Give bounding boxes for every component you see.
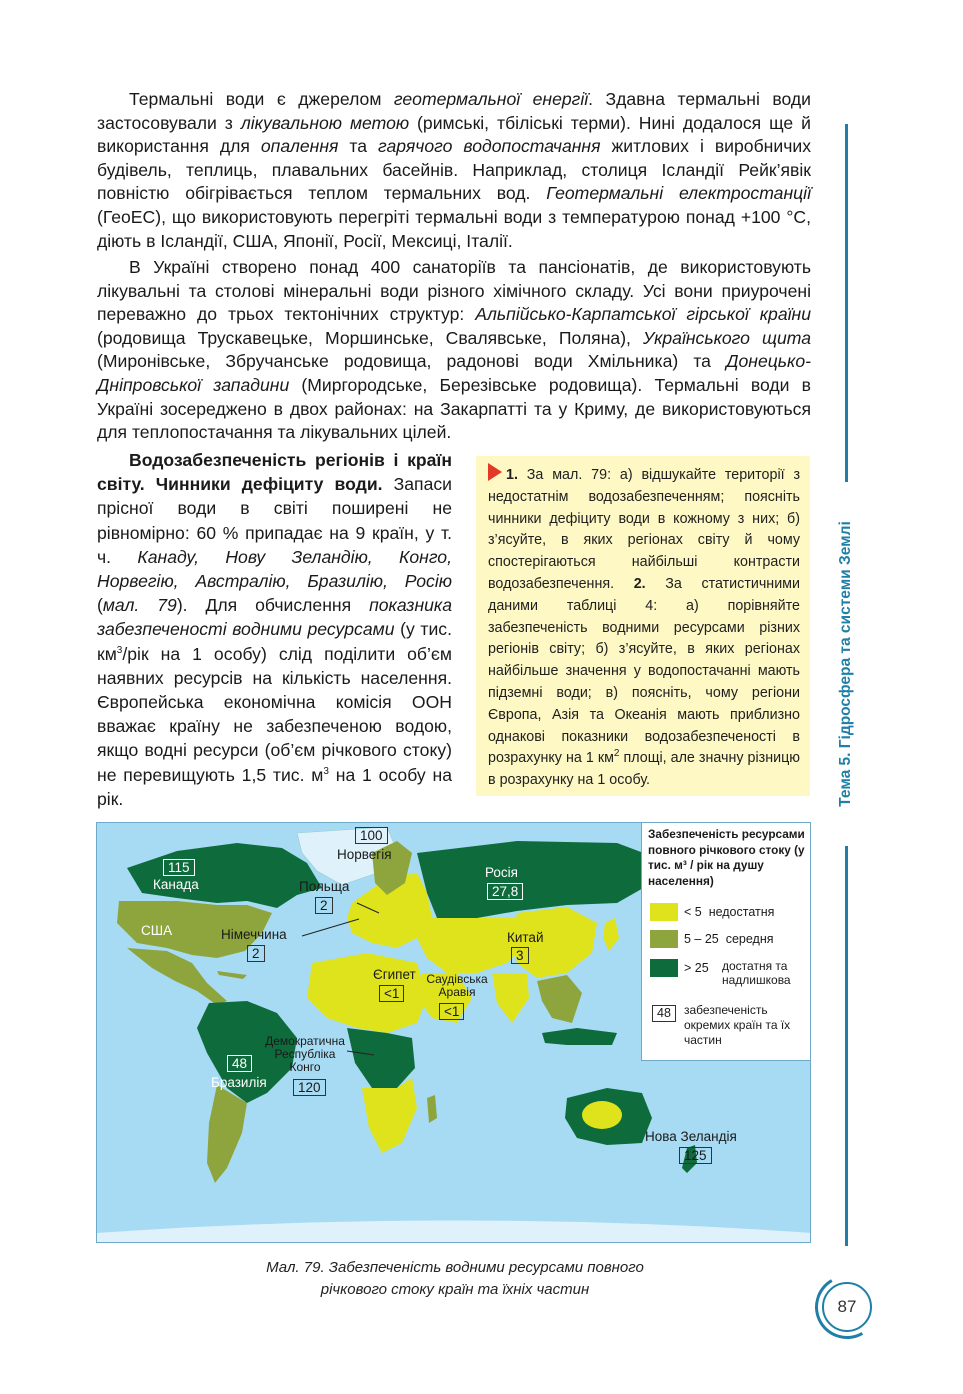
usa-label: США [141,923,173,938]
india [492,973,529,1023]
world-water-map [96,822,811,1243]
germany-value: 2 [247,945,265,962]
russia [417,841,657,918]
egypt-value: <1 [379,985,404,1002]
norway-label: Норвегія [337,847,392,862]
central-asia [417,918,527,973]
legend-swatch-mid [650,930,678,948]
nz-label: Нова Зеландія [645,1129,737,1144]
japan [603,918,619,951]
saudi-value: <1 [439,1003,464,1020]
paragraph-ukraine-waters: В Україні створено понад 400 санаторіїв та пансіонатів, де використовують лікувальні та столові мінеральні води різного хімічного складу. Усі вони приурочені переважно до трьох тектонічних структур: Альпійсько-Карпатської гірської країни (родовища Трускавецьке, Моршинське, Свалявське, Поляна), Українського щита (Миронівське, Збручанське родовища, радонові води Хмільника) та Донецько-Дніпровської западини (Миргородське, Березівське родовища). Термальні води в Україні зосереджено в двох районах: на Закарпатті та у Криму, де використовуються для теплопостачання та лікувальних цілей. [97,257,811,443]
canada [127,843,322,908]
map-legend: Забезпеченість ресурсами повного річкового стоку (у тис. м³ / рік на душу населення) < 5 недостатня 5 – 25 середня > 25 достатня та надлишкова 48 забезпеченість окремих країн та їх частин [641,823,810,1061]
legend-swatch-high [650,959,678,977]
africa-central [347,1028,415,1088]
africa-north [307,953,427,1033]
page-number: 87 [822,1282,872,1332]
australia-interior [582,1101,622,1129]
china-value: 3 [511,947,529,964]
indonesia [542,1028,617,1045]
germany-label: Німеччина [221,927,287,942]
task-marker-icon [488,463,502,481]
drc-label: Демократична Республіка Конго [265,1034,345,1074]
russia-value: 27,8 [487,883,523,900]
egypt-label: Єгипет [373,967,416,982]
antarctica [97,1221,811,1244]
nz-value: 125 [679,1147,712,1164]
side-rule-top [845,124,848,482]
drc-value: 120 [293,1079,326,1096]
se-asia [537,975,582,1023]
norway-value: 100 [355,827,388,844]
legend-title: Забезпеченість ресурсами повного річкового стоку (у тис. м³ / рік на душу населення) [648,827,805,888]
side-rule-bottom [845,846,848,1246]
saudi-label: Саудівська Аравія [426,972,488,999]
task-box: 1. За мал. 79: а) відшукайте території з недостатнім водозабезпеченням; поясніть чинники дефіциту води в кожному з них; б) з’ясуйте, в яких регіонах світу й чому спостерігаються найбільші контрасти водозабезпечення. 2. За статистичними даними таблиці 4: а) порівняйте забезпеченість водними ресурсами різних регіонів світу; б) з’ясуйте, в яких регіонах найбільше значення у водопостачанні мають підземні води; в) поясніть, чому регіони Європа, Азія та Океанія мають приблизно однакові показники водозабезпеченості в розрахунку на 1 $км^2$ площі, але значну різницю в розрахунку на 1 особу. [476,456,810,796]
paragraph-thermal-waters: Термальні води є джерелом геотермальної енергії. Здавна термальні води застосовували з лікувальною метою (римські, тбіліські терми). Нині додалося ще й використання для опалення та гарячого водопостачання житлових і виробничих будівель, теплиць, плавальних басейнів. Наприклад, столиця Ісландії Рейк’явік повністю обігрівається теплом термальних вод. Геотермальні електростанції (ГеоЕС), що використовують перегріті термальні води з температурою понад +100 °С, діють в Ісландії, США, Японії, Росії, Мексиці, Італії. [97,89,812,251]
russia-label: Росія [485,865,518,880]
canada-label: Канада [153,877,199,892]
poland-value: 2 [315,897,333,914]
caribbean [217,971,247,979]
section-heading: Водозабезпеченість регіонів і країн світу. Чинники дефіциту води. [97,450,452,495]
africa-south [362,1078,417,1153]
madagascar [427,1095,437,1123]
china-label: Китай [507,930,544,945]
legend-swatch-low [650,903,678,921]
figure-caption: Мал. 79. Забезпеченість водними ресурсами повного річкового стоку країн та їхніх частин [266,1259,644,1298]
poland-label: Польща [299,879,350,894]
paragraph-water-supply: Водозабезпеченість регіонів і країн світу. Чинники дефіциту води. Запаси прісної води в світі поширені не рівномірно: 60 % припадає на 9 країн, у т. ч. Канаду, Нову Зеландію, Конго, Норвегію, Австралію, Бразилію, Росію (мал. 79). Для обчислення показника забезпеченості водними ресурсами (у тис. $км^3$/рік на 1 особу) слід поділити об’єм наявних ресурсів на кількість населення. Європейська економічна комісія ООН вважає країну не забезпеченою водою, якщо водні ресурси (об’єм річкового стоку) не перевищують 1,5 тис. $м^3$ на 1 особу на рік. [97,450,453,809]
south-america-south [207,1085,247,1183]
brazil-value: 48 [227,1055,252,1072]
canada-value: 115 [163,859,195,876]
brazil-label: Бразилія [211,1075,267,1090]
